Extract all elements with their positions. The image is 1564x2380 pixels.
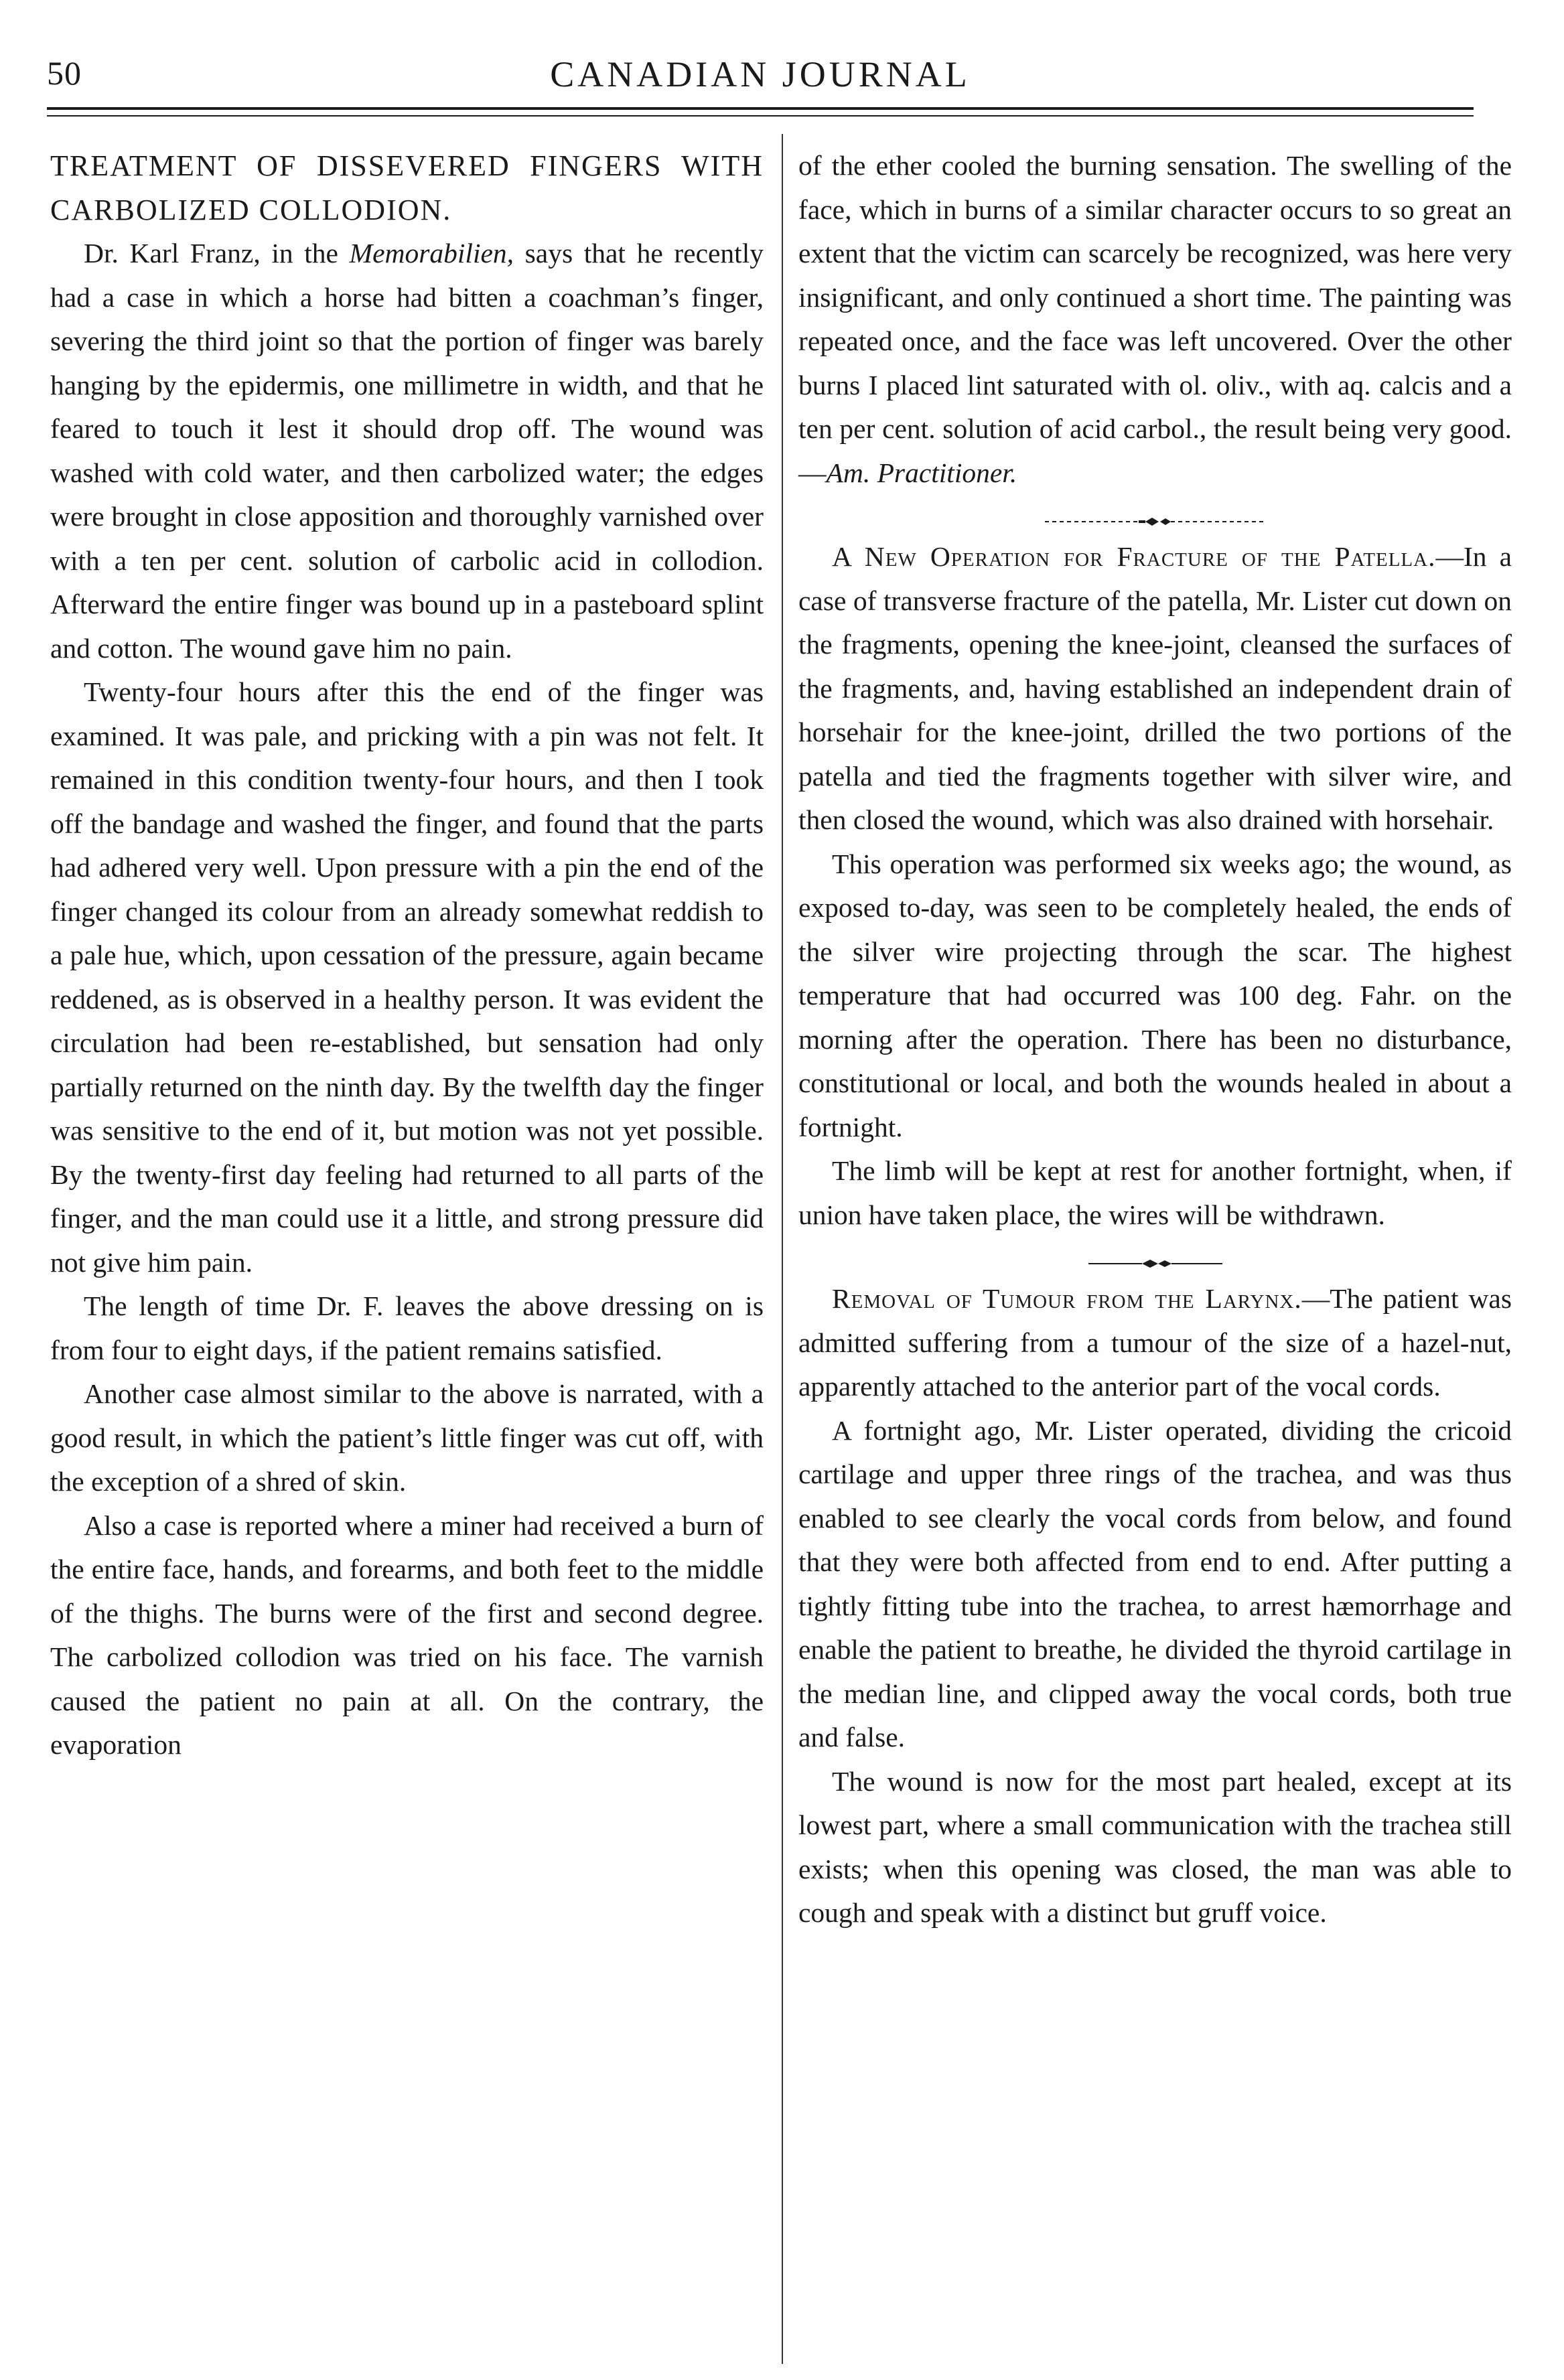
running-head: CANADIAN JOURNAL bbox=[550, 54, 971, 94]
paragraph-text: —In a case of transverse fracture of the patella, Mr. Lister cut down on the fragments, opening the knee-joint, cleansed the surfaces of the fragments, and, having established an independent drain of horsehair for the knee-joint, drilled the two portions of the patella and tied the fragments together with silver wire, and then closed the wound, which was also drained with horsehair. bbox=[798, 541, 1512, 835]
paragraph: The length of time Dr. F. leaves the above dressing on is from four to eight days, if the patient remains satisfied. bbox=[50, 1290, 764, 1365]
article-heading-larynx: Removal of Tumour from the Larynx. bbox=[832, 1283, 1302, 1314]
journal-name: Memorabilien, bbox=[349, 238, 514, 269]
paragraph-text: says that he recently had a case in which a horse had bitten a coachman’s finger, severing the third joint so that the portion of finger was barely hanging by the epidermis, one millimetre in width, and that he feared to touch it lest it should drop off. The wound was washed with cold water, and then carbolized water; the edges were brought in close apposition and thoroughly varnished over with a ten per cent. solution of carbolic acid in collodion. Afterward the entire finger was bound up in a pasteboard splint and cotton. The wound gave him no pain. bbox=[50, 238, 764, 664]
paragraph: Also a case is reported where a miner had received a burn of the entire face, hands, and forearms, and both feet to the middle of the thighs. The burns were of the first and second degree. The carbolized collodion was tried on his face. The varnish caused the patient no pain at all. On the contrary, the evaporation bbox=[50, 1509, 764, 1760]
left-column bbox=[50, 144, 764, 1767]
source-citation: Am. Practitioner. bbox=[826, 457, 1017, 488]
page-header bbox=[47, 40, 1474, 107]
header-rule bbox=[47, 107, 1474, 110]
paragraph bbox=[798, 144, 1512, 495]
article-heading-patella: A New Operation for Fracture of the Patella. bbox=[832, 541, 1436, 572]
paragraph: Another case almost similar to the above is narrated, with a good result, in which the patient’s little finger was cut off, with the exception of a shred of skin. bbox=[50, 1378, 764, 1497]
column-divider bbox=[782, 134, 783, 2364]
section-divider-ornament bbox=[798, 498, 1512, 526]
page-number: 50 bbox=[47, 54, 82, 92]
paragraph: The limb will be kept at rest for another fortnight, when, if union have taken place, the wires will be withdrawn. bbox=[798, 1155, 1512, 1230]
paragraph: Twenty-four hours after this the end of the finger was examined. It was pale, and pricking with a pin was not felt. It remained in this condition twenty-four hours, and then I took off the bandage and washed the finger, and found that the parts had adhered very well. Upon pressure with a pin the end of the finger changed its colour from an already somewhat reddish to a pale hue, which, upon cessation of the pressure, again became reddened, as is observed in a healthy person. It was evident the circulation had been re-established, but sensation had only partially returned on the ninth day. By the twelfth day the finger was sensitive to the end of it, but motion was not yet possible. By the twenty-first day feeling had returned to all parts of the finger, and the man could use it a little, and strong pressure did not give him pain. bbox=[50, 676, 764, 1278]
paragraph: A fortnight ago, Mr. Lister operated, dividing the cricoid cartilage and upper three rings of the trachea, and was thus enabled to see clearly the vocal cords from below, and found that they were both affected from end to end. After putting a tightly fitting tube into the trachea, to arrest hæmorrhage and enable the patient to breathe, he divided the thyroid cartilage in the median line, and clipped away the vocal cords, both true and false. bbox=[798, 1414, 1512, 1753]
paragraph bbox=[50, 232, 764, 670]
article-title-dissevered-fingers: TREATMENT OF DISSEVERED FINGERS WITH CARBOLIZED COLLODION. bbox=[50, 149, 764, 226]
header-rule-thin bbox=[47, 115, 1474, 117]
section-divider-ornament bbox=[798, 1240, 1512, 1268]
paragraph: The wound is now for the most part healed, except at its lowest part, where a small communication with the trachea still exists; when this opening was closed, the man was able to cough and speak with a distinct but gruff voice. bbox=[798, 1765, 1512, 1928]
paragraph bbox=[798, 1277, 1512, 1409]
right-column bbox=[798, 144, 1512, 1935]
paragraph bbox=[798, 535, 1512, 842]
paragraph-text: Dr. Karl Franz, in the bbox=[84, 238, 350, 269]
paragraph: This operation was performed six weeks ago; the wound, as exposed to-day, was seen to be completely healed, the ends of the silver wire projecting through the scar. The highest temperature that had occurred was 100 deg. Fahr. on the morning after the operation. There has been no disturbance, constitutional or local, and both the wounds healed in about a fortnight. bbox=[798, 848, 1512, 1142]
paragraph-text: of the ether cooled the burning sensation. The swelling of the face, which in burns of a similar character occurs to so great an extent that the victim can scarcely be recognized, was here very insignificant, and only continued a short time. The painting was repeated once, and the face was left uncovered. Over the other burns I placed lint saturated with ol. oliv., with aq. calcis and a ten per cent. solution of acid carbol., the result being very good.— bbox=[798, 150, 1512, 488]
paragraph-text: —The patient was admitted suffering from a tumour of the size of a hazel-nut, apparently attached to the anterior part of the vocal cords. bbox=[798, 1283, 1512, 1402]
